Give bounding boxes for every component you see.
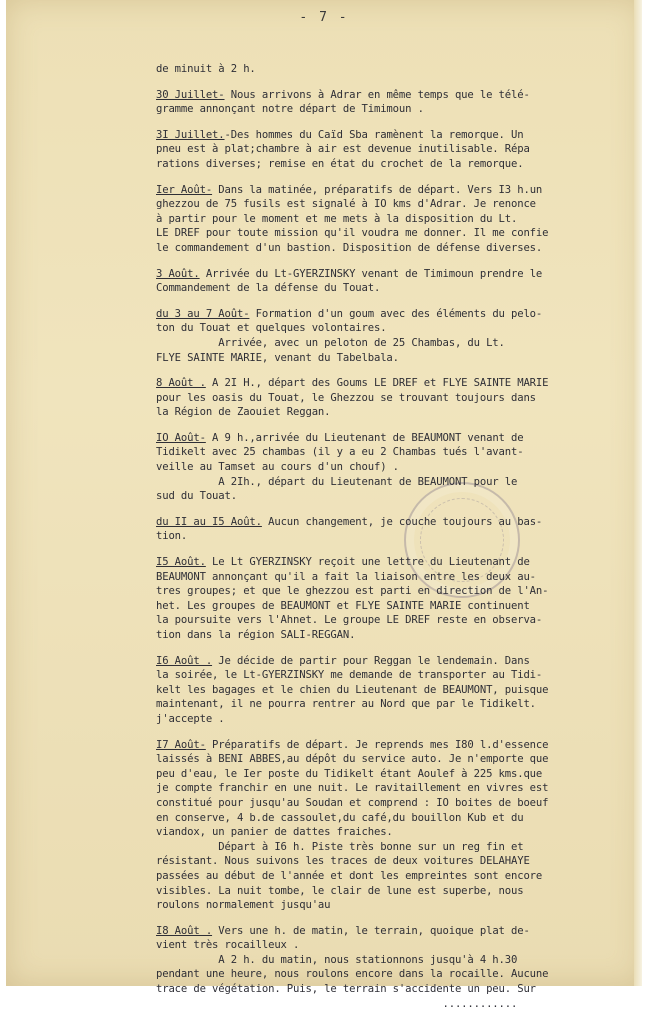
line-text: pneu est à plat;chambre à air est devenue inutilisable. Répa [156, 143, 530, 156]
line-text: pour les oasis du Touat, le Ghezzou se trouvant toujours dans [156, 391, 536, 404]
line-text: Dans la matinée, préparatifs de départ. Vers I3 h.un [212, 183, 543, 196]
text-line [156, 226, 636, 241]
line-text: laissés à BENI ABBES,au dépôt du service auto. Je n'emporte que [156, 753, 549, 766]
text-line [156, 555, 636, 570]
text-line [156, 967, 636, 982]
line-text: roulons normalement jusqu'au [156, 899, 331, 912]
entry-date: I8 Août . [156, 924, 213, 937]
text-line [156, 654, 636, 669]
entry-gap [156, 117, 636, 128]
journal-entry [156, 307, 636, 365]
text-line [156, 781, 636, 796]
entry-gap [156, 727, 636, 738]
text-line [156, 613, 636, 628]
entry-date: IO Août- [156, 431, 206, 444]
text-line [156, 938, 636, 953]
entry-date: 3 Août. [156, 267, 200, 280]
entry-gap [156, 172, 636, 183]
entry-date: I5 Août. [156, 556, 206, 569]
entry-date: I6 Août . [156, 654, 213, 667]
text-line [156, 88, 636, 103]
line-text: Aucun changement, je couche toujours au bas- [261, 515, 543, 528]
text-line [156, 953, 636, 968]
line-text: Formation d'un goum avec des éléments du pelo- [249, 307, 543, 320]
entry-date: 30 Juillet- [156, 88, 225, 101]
line-text: le commandement d'un bastion. Disposition de défense diverses. [156, 241, 543, 254]
line-text: je compte franchir en une nuit. Le ravitaillement en vivres est [156, 782, 549, 795]
entry-gap [156, 544, 636, 555]
line-text: Tidikelt avec 25 chambas (il y a eu 2 Chambas tués l'avant- [156, 446, 524, 459]
text-line [156, 811, 636, 826]
journal-entry [156, 654, 636, 727]
line-text: -Des hommes du Caïd Sba ramènent la remorque. Un [224, 128, 524, 141]
page-number: - 7 - [299, 10, 349, 25]
text-line [156, 584, 636, 599]
text-line [156, 475, 636, 490]
line-text: maintenant, il ne pourra rentrer au Nord que par le Tidikelt. [156, 698, 536, 711]
text-line [156, 376, 636, 391]
entry-date: I7 Août- [156, 738, 206, 751]
entry-date: Ier Août- [156, 183, 213, 196]
text-line [156, 825, 636, 840]
line-text: A 2 h. du matin, nous stationnons jusqu'à 4 h.30 [156, 953, 518, 966]
text-line [156, 281, 636, 296]
journal-entry [156, 128, 636, 172]
line-text: tres groupes; et que le ghezzou est parti en direction de l'An- [156, 585, 549, 598]
line-text: passées au début de l'année et dont les empreintes sont encore [156, 869, 543, 882]
journal-entry [156, 738, 636, 913]
line-text: vient très rocailleux . [156, 939, 300, 952]
text-line [156, 445, 636, 460]
line-text: pendant une heure, nous roulons encore dans la rocaille. Aucune [156, 968, 549, 981]
text-line [156, 212, 636, 227]
line-text: Nous arrivons à Adrar en même temps que le télé- [224, 88, 530, 101]
line-text: la Région de Zaouiet Reggan. [156, 406, 331, 419]
text-line [156, 668, 636, 683]
journal-entry [156, 183, 636, 256]
text-line [156, 307, 636, 322]
line-text: Commandement de la défense du Touat. [156, 282, 381, 295]
text-line [156, 854, 636, 869]
journal-entry [156, 555, 636, 643]
text-line [156, 840, 636, 855]
line-text: sud du Touat. [156, 490, 237, 503]
line-text: la poursuite vers l'Ahnet. Le groupe LE DREF reste en observa- [156, 614, 543, 627]
journal-text [156, 62, 636, 1011]
line-text: gramme annonçant notre départ de Timimoun . [156, 103, 424, 116]
text-line [156, 924, 636, 939]
text-line [156, 391, 636, 406]
line-text: viandox, un panier de dattes fraiches. [156, 826, 393, 839]
text-line [156, 752, 636, 767]
journal-entry [156, 62, 636, 77]
text-line [156, 515, 636, 530]
text-line [156, 142, 636, 157]
entry-date: 3I Juillet. [156, 128, 225, 141]
line-text: tion dans la région SALI-REGGAN. [156, 629, 356, 641]
text-line [156, 884, 636, 899]
text-line [156, 128, 636, 143]
text-line [156, 351, 636, 366]
line-text: à partir pour le moment et me mets à la disposition du Lt. [156, 212, 518, 225]
text-line [156, 102, 636, 117]
entry-date: 8 Août . [156, 377, 206, 390]
text-line [156, 431, 636, 446]
entry-gap [156, 365, 636, 376]
journal-entry [156, 376, 636, 420]
entry-gap [156, 504, 636, 515]
line-text: constitué pour jusqu'au Soudan et comprend : IO boites de boeuf [156, 796, 549, 809]
line-text: j'accepte . [156, 712, 225, 725]
entry-gap [156, 256, 636, 267]
line-text: A 9 h.,arrivée du Lieutenant de BEAUMONT venant de [205, 431, 524, 444]
text-line [156, 697, 636, 712]
text-line [156, 982, 636, 997]
text-line [156, 898, 636, 913]
text-line [156, 712, 636, 727]
journal-entry [156, 515, 636, 544]
line-text: FLYE SAINTE MARIE, venant du Tabelbala. [156, 351, 399, 364]
text-line [156, 683, 636, 698]
entry-gap [156, 77, 636, 88]
text-line [156, 62, 636, 77]
line-text: ............ [156, 997, 518, 1010]
line-text: ton du Touat et quelques volontaires. [156, 322, 387, 335]
text-line [156, 869, 636, 884]
text-line [156, 796, 636, 811]
entry-gap [156, 420, 636, 431]
line-text: tion. [156, 530, 188, 543]
line-text: ghezzou de 75 fusils est signalé à IO kms d'Adrar. Je renonce [156, 198, 536, 211]
line-text: Préparatifs de départ. Je reprends mes I80 l.d'essence [205, 738, 549, 751]
text-line [156, 197, 636, 212]
text-line [156, 489, 636, 504]
line-text: peu d'eau, le Ier poste du Tidikelt étant Aoulef à 225 kms.que [156, 767, 543, 780]
text-line [156, 405, 636, 420]
line-text: kelt les bagages et le chien du Lieutenant de BEAUMONT, puisque [156, 683, 549, 696]
line-text: het. Les groupes de BEAUMONT et FLYE SAINTE MARIE continuent [156, 599, 530, 612]
journal-entry [156, 431, 636, 504]
line-text: LE DREF pour toute mission qu'il voudra me donner. Il me confie [156, 227, 549, 240]
entry-gap [156, 296, 636, 307]
entry-gap [156, 643, 636, 654]
entry-date: du II au I5 Août. [156, 515, 262, 528]
line-text: Arrivée, avec un peloton de 25 Chambas, du Lt. [156, 336, 505, 349]
text-line [156, 997, 636, 1011]
journal-entry [156, 88, 636, 117]
line-text: en conserve, 4 b.de cassoulet,du café,du bouillon Kub et du [156, 811, 524, 824]
text-line [156, 336, 636, 351]
text-line [156, 267, 636, 282]
text-line [156, 460, 636, 475]
entry-gap [156, 913, 636, 924]
text-line [156, 157, 636, 172]
line-text: A 2Ih., départ du Lieutenant de BEAUMONT pour le [156, 475, 518, 488]
journal-entry [156, 267, 636, 296]
text-line [156, 529, 636, 544]
text-line [156, 570, 636, 585]
line-text: Le Lt GYERZINSKY reçoit une lettre du Lieutenant de [205, 556, 530, 569]
line-text: trace de végétation. Puis, le terrain s'accidente un peu. Sur [156, 983, 536, 996]
line-text: Je décide de partir pour Reggan le lendemain. Dans [212, 654, 530, 667]
text-line [156, 767, 636, 782]
entry-date: du 3 au 7 Août- [156, 307, 250, 320]
line-text: la soirée, le Lt-GYERZINSKY me demande de transporter au Tidi- [156, 669, 543, 682]
journal-entry [156, 924, 636, 1011]
line-text: Arrivée du Lt-GYERZINSKY venant de Timimoun prendre le [199, 267, 543, 280]
line-text: BEAUMONT annonçant qu'il a fait la liaison entre les deux au- [156, 570, 536, 583]
line-text: résistant. Nous suivons les traces de deux voitures DELAHAYE [156, 855, 530, 868]
document-page [6, 0, 642, 1010]
line-text: de minuit à 2 h. [156, 63, 256, 75]
text-line [156, 321, 636, 336]
text-line [156, 241, 636, 256]
line-text: A 2I H., départ des Goums LE DREF et FLYE SAINTE MARIE [205, 377, 549, 390]
text-line [156, 628, 636, 643]
line-text: rations diverses; remise en état du crochet de la remorque. [156, 157, 524, 170]
text-line [156, 738, 636, 753]
text-line [156, 183, 636, 198]
text-line [156, 599, 636, 614]
line-text: Vers une h. de matin, le terrain, quoique plat de- [212, 924, 530, 937]
line-text: Départ à I6 h. Piste très bonne sur un reg fin et [156, 840, 524, 853]
line-text: visibles. La nuit tombe, le clair de lune est superbe, nous [156, 884, 524, 897]
line-text: veille au Tamset au cours d'un chouf) . [156, 461, 399, 474]
